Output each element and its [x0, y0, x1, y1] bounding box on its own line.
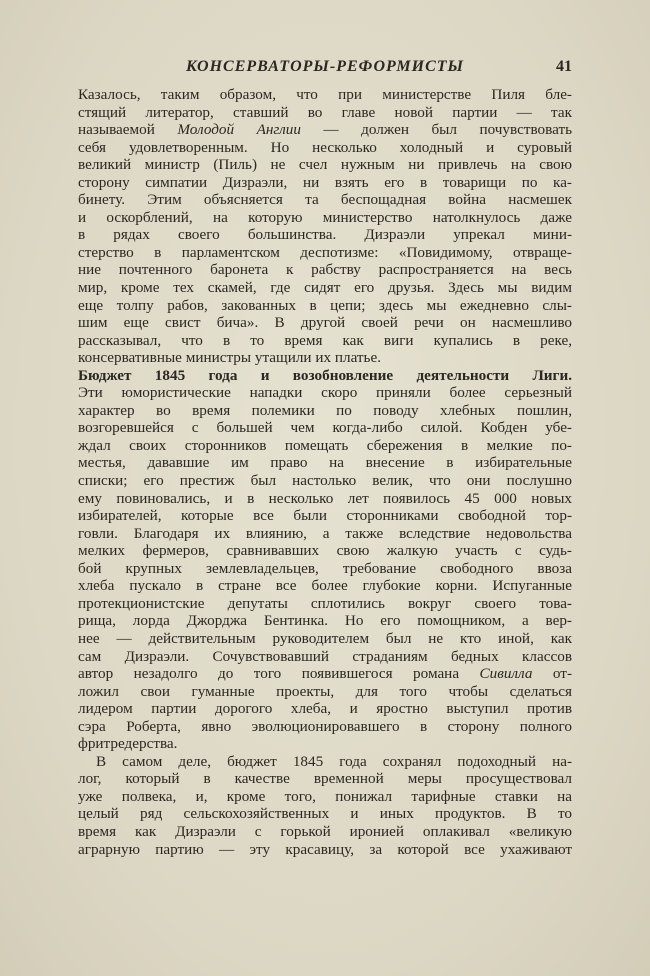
text-line: консервативные министры утащили их платье. — [78, 349, 382, 367]
text-line: рища, лорда Джорджа Бентинка. Но его помощником, а вер- — [78, 612, 572, 630]
text-line: великий министр (Пиль) не счел нужным ни привлечь на свою — [78, 156, 572, 174]
text-line: Эти юмористические нападки скоро приняли более серьезный — [78, 384, 572, 402]
text-line — [78, 665, 572, 683]
text-line: хлеба пускало в стране все более глубокие корни. Испуганные — [78, 577, 572, 595]
text-line: шим еще свист бича». В другой своей речи он насмешливо — [78, 314, 572, 332]
paragraph-3 — [78, 753, 572, 858]
text-run: от- — [532, 665, 572, 683]
text-run: называемой — [78, 121, 178, 139]
text-line: списки; его престиж был настолько велик, что они послушно — [78, 472, 572, 490]
text-line: протекционистские депутаты сплотились вокруг своего това- — [78, 594, 572, 612]
section-lead-heading: Бюджет 1845 года и возобновление деятельности Лиги. — [78, 366, 572, 384]
text-line: ему повиновались, и в несколько лет появилось 45 000 новых — [78, 489, 572, 507]
italic-title: Сивилла — [479, 665, 533, 683]
text-line: характер во время полемики по поводу хлебных пошлин, — [78, 401, 572, 419]
page-header — [78, 58, 572, 80]
page-body — [78, 86, 572, 858]
text-line: в рядах своего большинства. Дизраэли упрекал мини- — [78, 226, 572, 244]
paragraph-1 — [78, 86, 572, 367]
text-line: местья, дававшие им право на внесение в избирательные — [78, 454, 572, 472]
text-run: автор незадолго до того появившегося романа — [78, 665, 480, 683]
text-line: сторону симпатии Дизраэли, ни взять его в товарищи по ка- — [78, 173, 572, 191]
text-line: лидером партии дорогого хлеба, и яростно выступил против — [78, 700, 572, 718]
text-line: стерство в парламентском деспотизме: «Повидимому, отвраще- — [78, 243, 572, 261]
text-run: — должен был почувствовать — [300, 121, 573, 139]
text-line: рассказывал, что в то время как виги купались в реке, — [78, 331, 572, 349]
text-line: В самом деле, бюджет 1845 года сохранял подоходный на- — [96, 752, 572, 770]
text-line: сам Дизраэли. Сочувствовавший страданиям бедных классов — [78, 647, 572, 665]
text-line: нее — действительным руководителем был не кто иной, как — [78, 629, 572, 647]
text-line: лог, который в качестве временной меры просуществовал — [78, 770, 572, 788]
text-line: сэра Роберта, явно эволюционировавшего в сторону полного — [78, 717, 572, 735]
text-line: и оскорблений, на которую министерство натолкнулось даже — [78, 208, 572, 226]
text-line: бой крупных землевладельцев, требование свободного ввоза — [78, 559, 572, 577]
text-line: Казалось, таким образом, что при министерстве Пиля бле- — [78, 86, 572, 103]
text-line — [78, 121, 572, 139]
text-line: ложил свои гуманные проекты, для того чтобы сделаться — [78, 682, 572, 700]
text-line: бинету. Этим объясняется та беспощадная война насмешек — [78, 191, 572, 209]
text-line: себя удовлетворенным. Но несколько холодный и суровый — [78, 138, 572, 156]
text-line: время как Дизраэли с горькой иронией оплакивал «великую — [78, 822, 572, 840]
text-line: возгоревшейся с большей чем когда-либо силой. Кобден убе- — [78, 419, 572, 437]
text-line: фритредерства. — [78, 735, 178, 753]
page-number: 41 — [556, 58, 572, 75]
text-line: ние почтенного баронета к рабству распространяется на весь — [78, 261, 572, 279]
text-line: стящий литератор, ставший во главе новой партии — так — [78, 103, 572, 121]
text-line: аграрную партию — эту красавицу, за которой все ухаживают — [78, 840, 572, 858]
text-line: избирателей, которые все были сторонниками свободной тор- — [78, 507, 572, 525]
text-line: мелких фермеров, сравнивавших свою жалкую участь с судь- — [78, 542, 572, 560]
text-line: целый ряд сельскохозяйственных и иных продуктов. В то — [78, 805, 572, 823]
text-line: ждал своих сторонников помещать сбережения в мелкие по- — [78, 436, 572, 454]
italic-title: Молодой Англии — [177, 121, 301, 139]
text-line: говли. Благодаря их влиянию, а также вследствие недовольства — [78, 524, 572, 542]
running-head: КОНСЕРВАТОРЫ-РЕФОРМИСТЫ — [185, 58, 465, 75]
text-line: еще толпу рабов, закованных в цепи; здесь мы ежедневно слы- — [78, 296, 572, 314]
text-line: уже полвека, и, кроме того, понижал тарифные ставки на — [78, 787, 572, 805]
text-line: мир, кроме тех скамей, где сидят его друзья. Здесь мы видим — [78, 279, 572, 297]
paragraph-2 — [78, 367, 572, 753]
